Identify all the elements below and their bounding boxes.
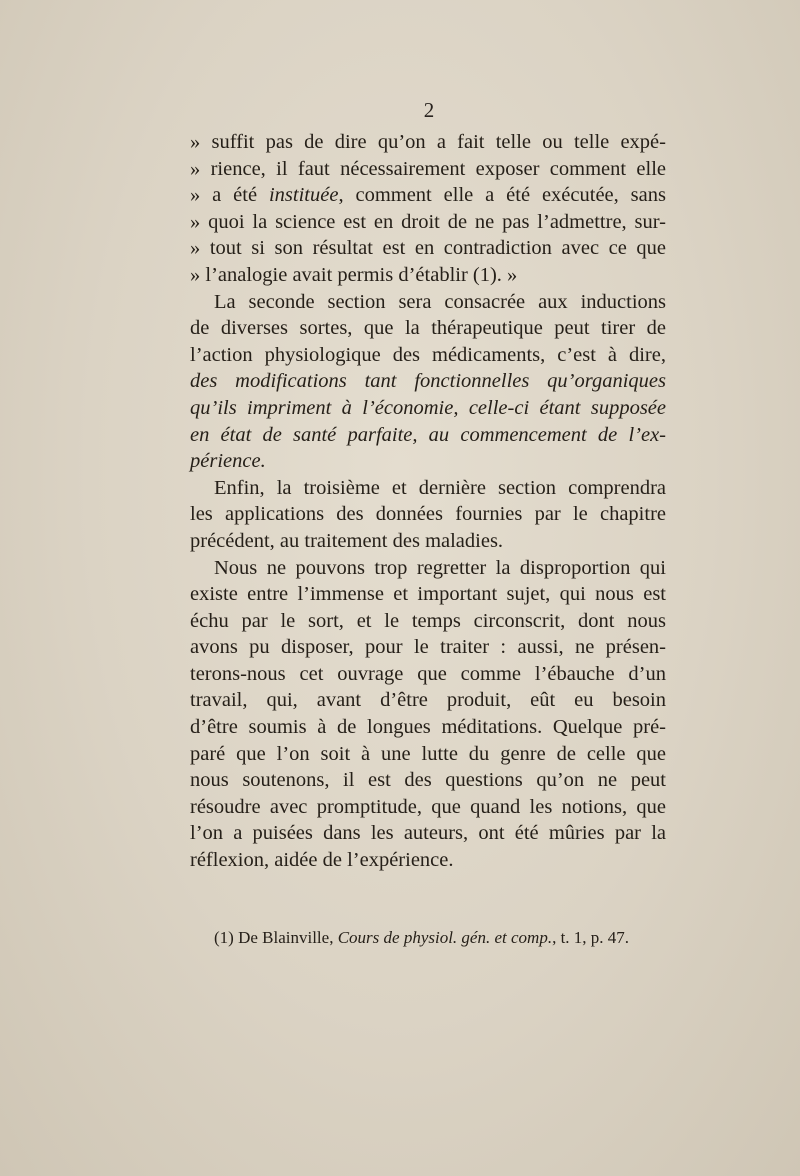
italic-line: qu’ils impriment à l’économie, celle-ci étant supposée xyxy=(190,396,666,419)
footnote-reference: , t. 1, p. 47. xyxy=(552,928,630,947)
text-line: les applications des données fournies par le chapitre xyxy=(190,503,666,526)
text-line: nous soutenons, il est des questions qu’on ne peut xyxy=(190,769,666,792)
italic-line: périence. xyxy=(190,450,266,473)
paragraph-start: La seconde section sera consacrée aux inductions xyxy=(214,290,666,313)
text-line: avons pu disposer, pour le traiter : aussi, ne présen- xyxy=(190,636,666,659)
text-line: » tout si son résultat est en contradiction avec ce que xyxy=(190,237,666,260)
text-line: » l’analogie avait permis d’établir (1). » xyxy=(190,263,518,286)
text-line xyxy=(190,182,666,209)
text-line: échu par le sort, et le temps circonscrit, dont nous xyxy=(190,609,666,632)
text-line: existe entre l’immense et important sujet, qui nous est xyxy=(190,583,666,606)
text-line: travail, qui, avant d’être produit, eût eu besoin xyxy=(190,689,666,712)
text-line: d’être soumis à de longues méditations. Quelque pré- xyxy=(190,716,666,739)
paragraph-start: Enfin, la troisième et dernière section comprendra xyxy=(214,476,666,499)
text-line: » rience, il faut nécessairement exposer comment elle xyxy=(190,157,666,180)
text-line: précédent, au traitement des maladies. xyxy=(190,529,504,552)
text-fragment: , comment elle a été exécutée, sans xyxy=(338,184,666,207)
text-line: » quoi la science est en droit de ne pas l’admettre, sur- xyxy=(190,210,666,233)
italic-line: en état de santé parfaite, au commencement de l’ex- xyxy=(190,423,666,446)
text-line: terons-nous cet ouvrage que comme l’ébauche d’un xyxy=(190,662,666,685)
text-fragment: » a été xyxy=(190,184,269,207)
page-number: 2 xyxy=(423,98,435,122)
text-line: l’on a puisées dans les auteurs, ont été mûries par la xyxy=(190,822,666,845)
text-line: de diverses sortes, que la thérapeutique peut tirer de xyxy=(190,317,666,340)
footnote-marker: (1) De Blainville, xyxy=(214,928,338,947)
text-line: réflexion, aidée de l’expérience. xyxy=(190,849,454,872)
footnote-title: Cours de physiol. gén. et comp. xyxy=(337,928,553,947)
italic-word: instituée xyxy=(268,184,339,207)
body-text xyxy=(190,129,666,874)
paragraph-start: Nous ne pouvons trop regretter la disproportion qui xyxy=(214,556,666,579)
footnote xyxy=(214,928,666,948)
italic-line: des modifications tant fonctionnelles qu’organiques xyxy=(190,370,666,393)
text-line: résoudre avec promptitude, que quand les notions, que xyxy=(190,795,666,818)
text-line: » suffit pas de dire qu’on a fait telle ou telle expé- xyxy=(190,131,666,153)
text-line: paré que l’on soit à une lutte du genre de celle que xyxy=(190,742,666,765)
text-line: l’action physiologique des médicaments, c’est à dire, xyxy=(190,343,666,366)
